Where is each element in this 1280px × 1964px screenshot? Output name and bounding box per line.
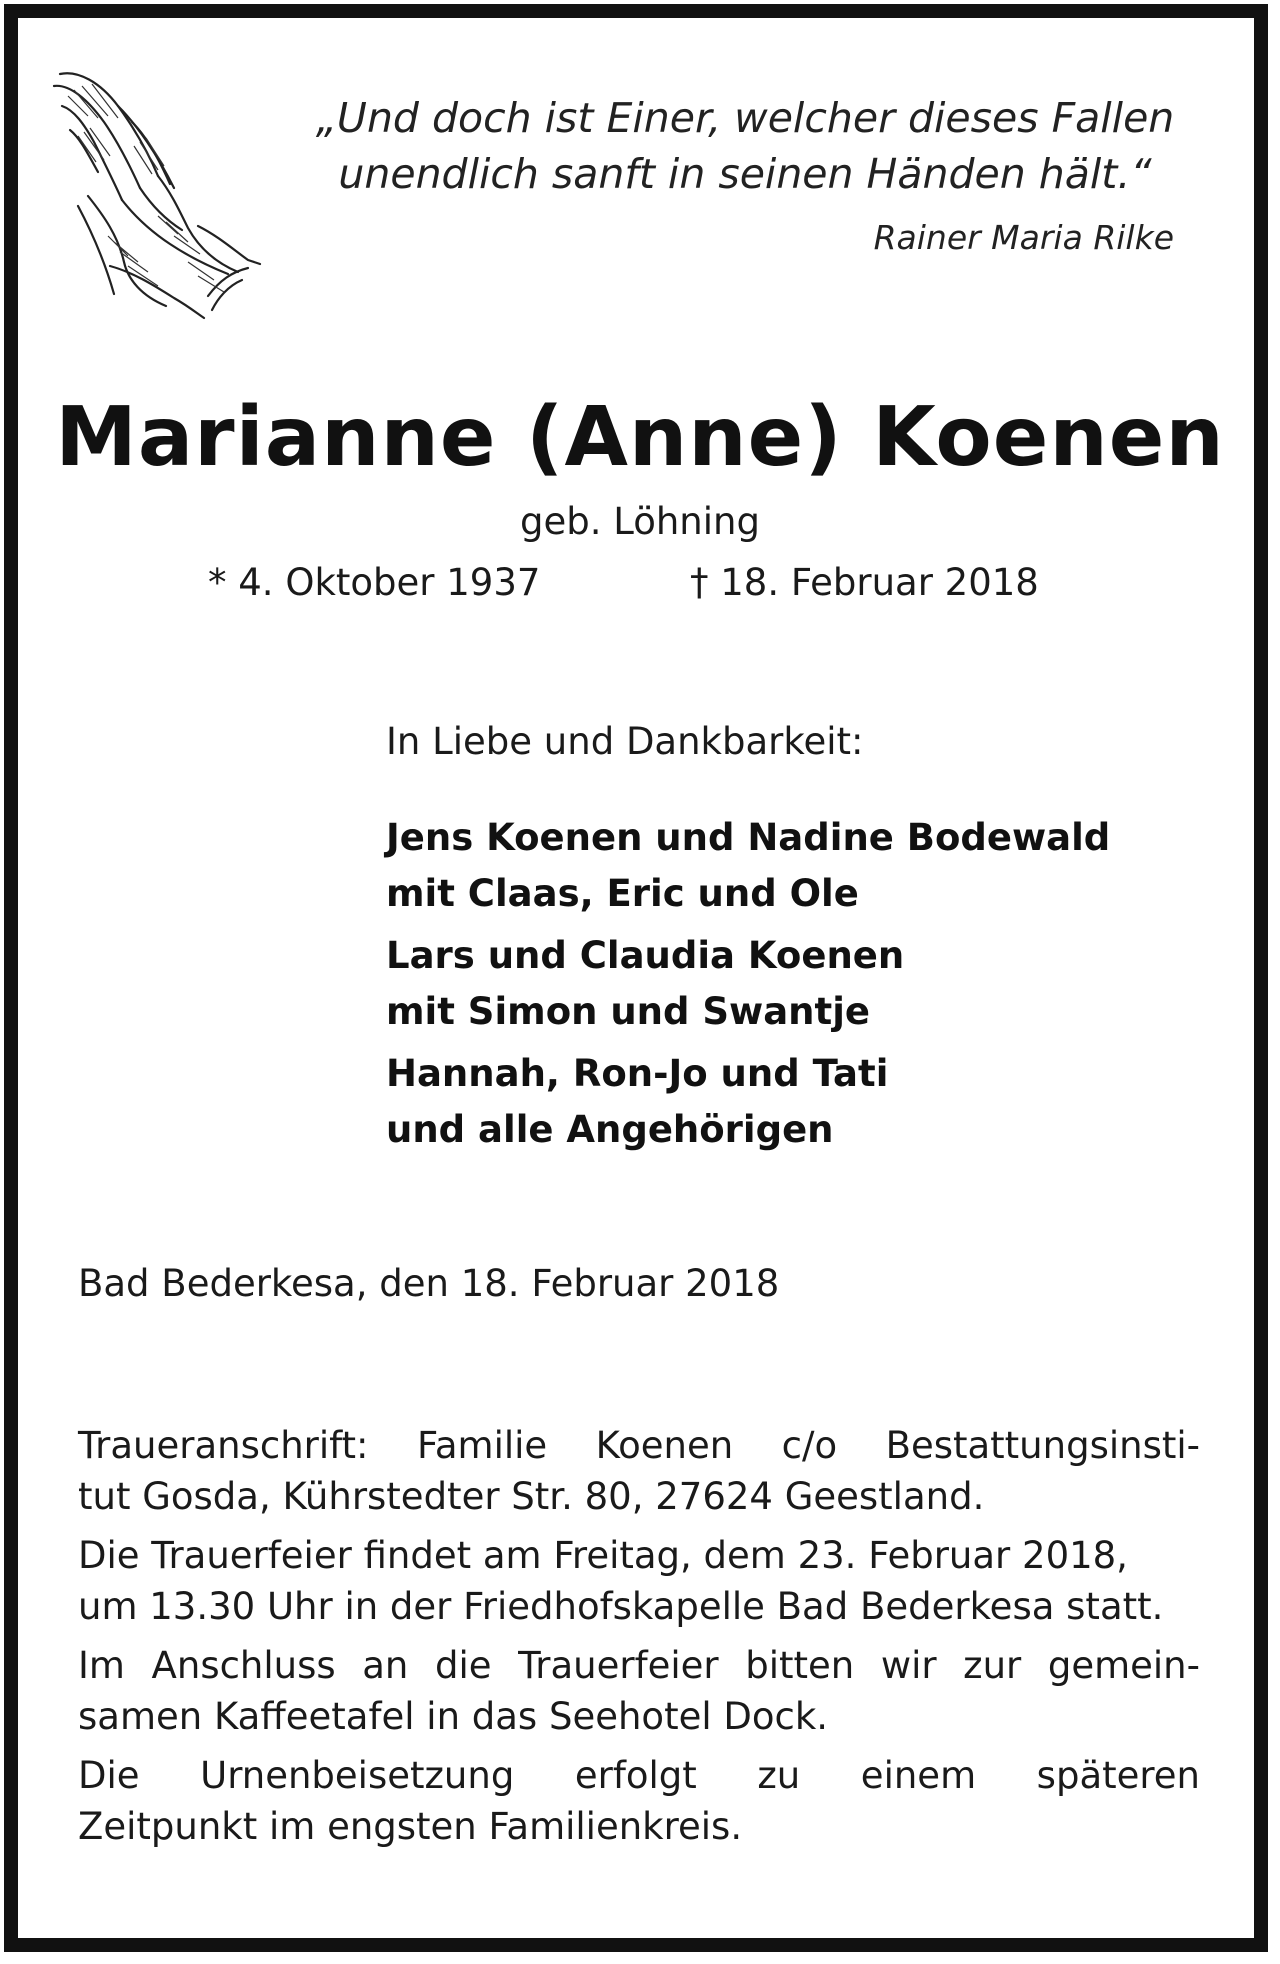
service-line-2: um 13.30 Uhr in der Friedhofskapelle Bad Bederkesa statt.	[78, 1585, 1164, 1628]
quote-line-1: „Und doch ist Einer, welcher dieses Fallen	[315, 94, 1175, 142]
quote-line-2: unendlich sanft in seinen Händen hält.“	[338, 150, 1152, 198]
mourner-group	[386, 1046, 1110, 1158]
mourner-line: mit Simon und Swantje	[386, 990, 870, 1033]
mourner-line: und alle Angehörigen	[386, 1108, 834, 1151]
maiden-name: geb. Löhning	[520, 500, 760, 543]
death-date: † 18. Februar 2018	[690, 561, 1039, 604]
mourner-line: mit Claas, Eric und Ole	[386, 872, 859, 915]
thanks-line: In Liebe und Dankbarkeit:	[386, 720, 864, 763]
service-line-1: Die Trauerfeier findet am Freitag, dem 23. Februar 2018,	[78, 1534, 1128, 1577]
praying-hands-icon	[48, 66, 264, 320]
deceased-name: Marianne (Anne) Koenen	[55, 390, 1225, 485]
mourner-line: Lars und Claudia Koenen	[386, 934, 905, 977]
quote-author: Rainer Maria Rilke	[873, 218, 1174, 257]
burial-line-1: Die Urnenbeisetzung erfolgt zu einem späteren	[78, 1754, 1200, 1797]
mourner-group	[386, 928, 1110, 1040]
funeral-info	[78, 1420, 1200, 1860]
birth-date: * 4. Oktober 1937	[208, 561, 541, 604]
address-line-2: tut Gosda, Kührstedter Str. 80, 27624 Geestland.	[78, 1475, 985, 1518]
address-paragraph	[78, 1420, 1200, 1522]
rilke-quote	[300, 90, 1190, 202]
mourners-list	[386, 810, 1110, 1164]
mourner-line: Jens Koenen und Nadine Bodewald	[386, 816, 1111, 859]
coffee-line-2: samen Kaffeetafel in das Seehotel Dock.	[78, 1695, 829, 1738]
address-line-1: Traueranschrift: Familie Koenen c/o Bestattungsinsti-	[78, 1424, 1200, 1467]
mourner-line: Hannah, Ron-Jo und Tati	[386, 1052, 889, 1095]
mourner-group	[386, 810, 1110, 922]
coffee-line-1: Im Anschluss an die Trauerfeier bitten wir zur gemein-	[78, 1644, 1200, 1687]
burial-line-2: Zeitpunkt im engsten Familienkreis.	[78, 1805, 743, 1848]
burial-paragraph	[78, 1750, 1200, 1852]
place-date: Bad Bederkesa, den 18. Februar 2018	[78, 1262, 780, 1305]
coffee-paragraph	[78, 1640, 1200, 1742]
service-paragraph	[78, 1530, 1200, 1632]
